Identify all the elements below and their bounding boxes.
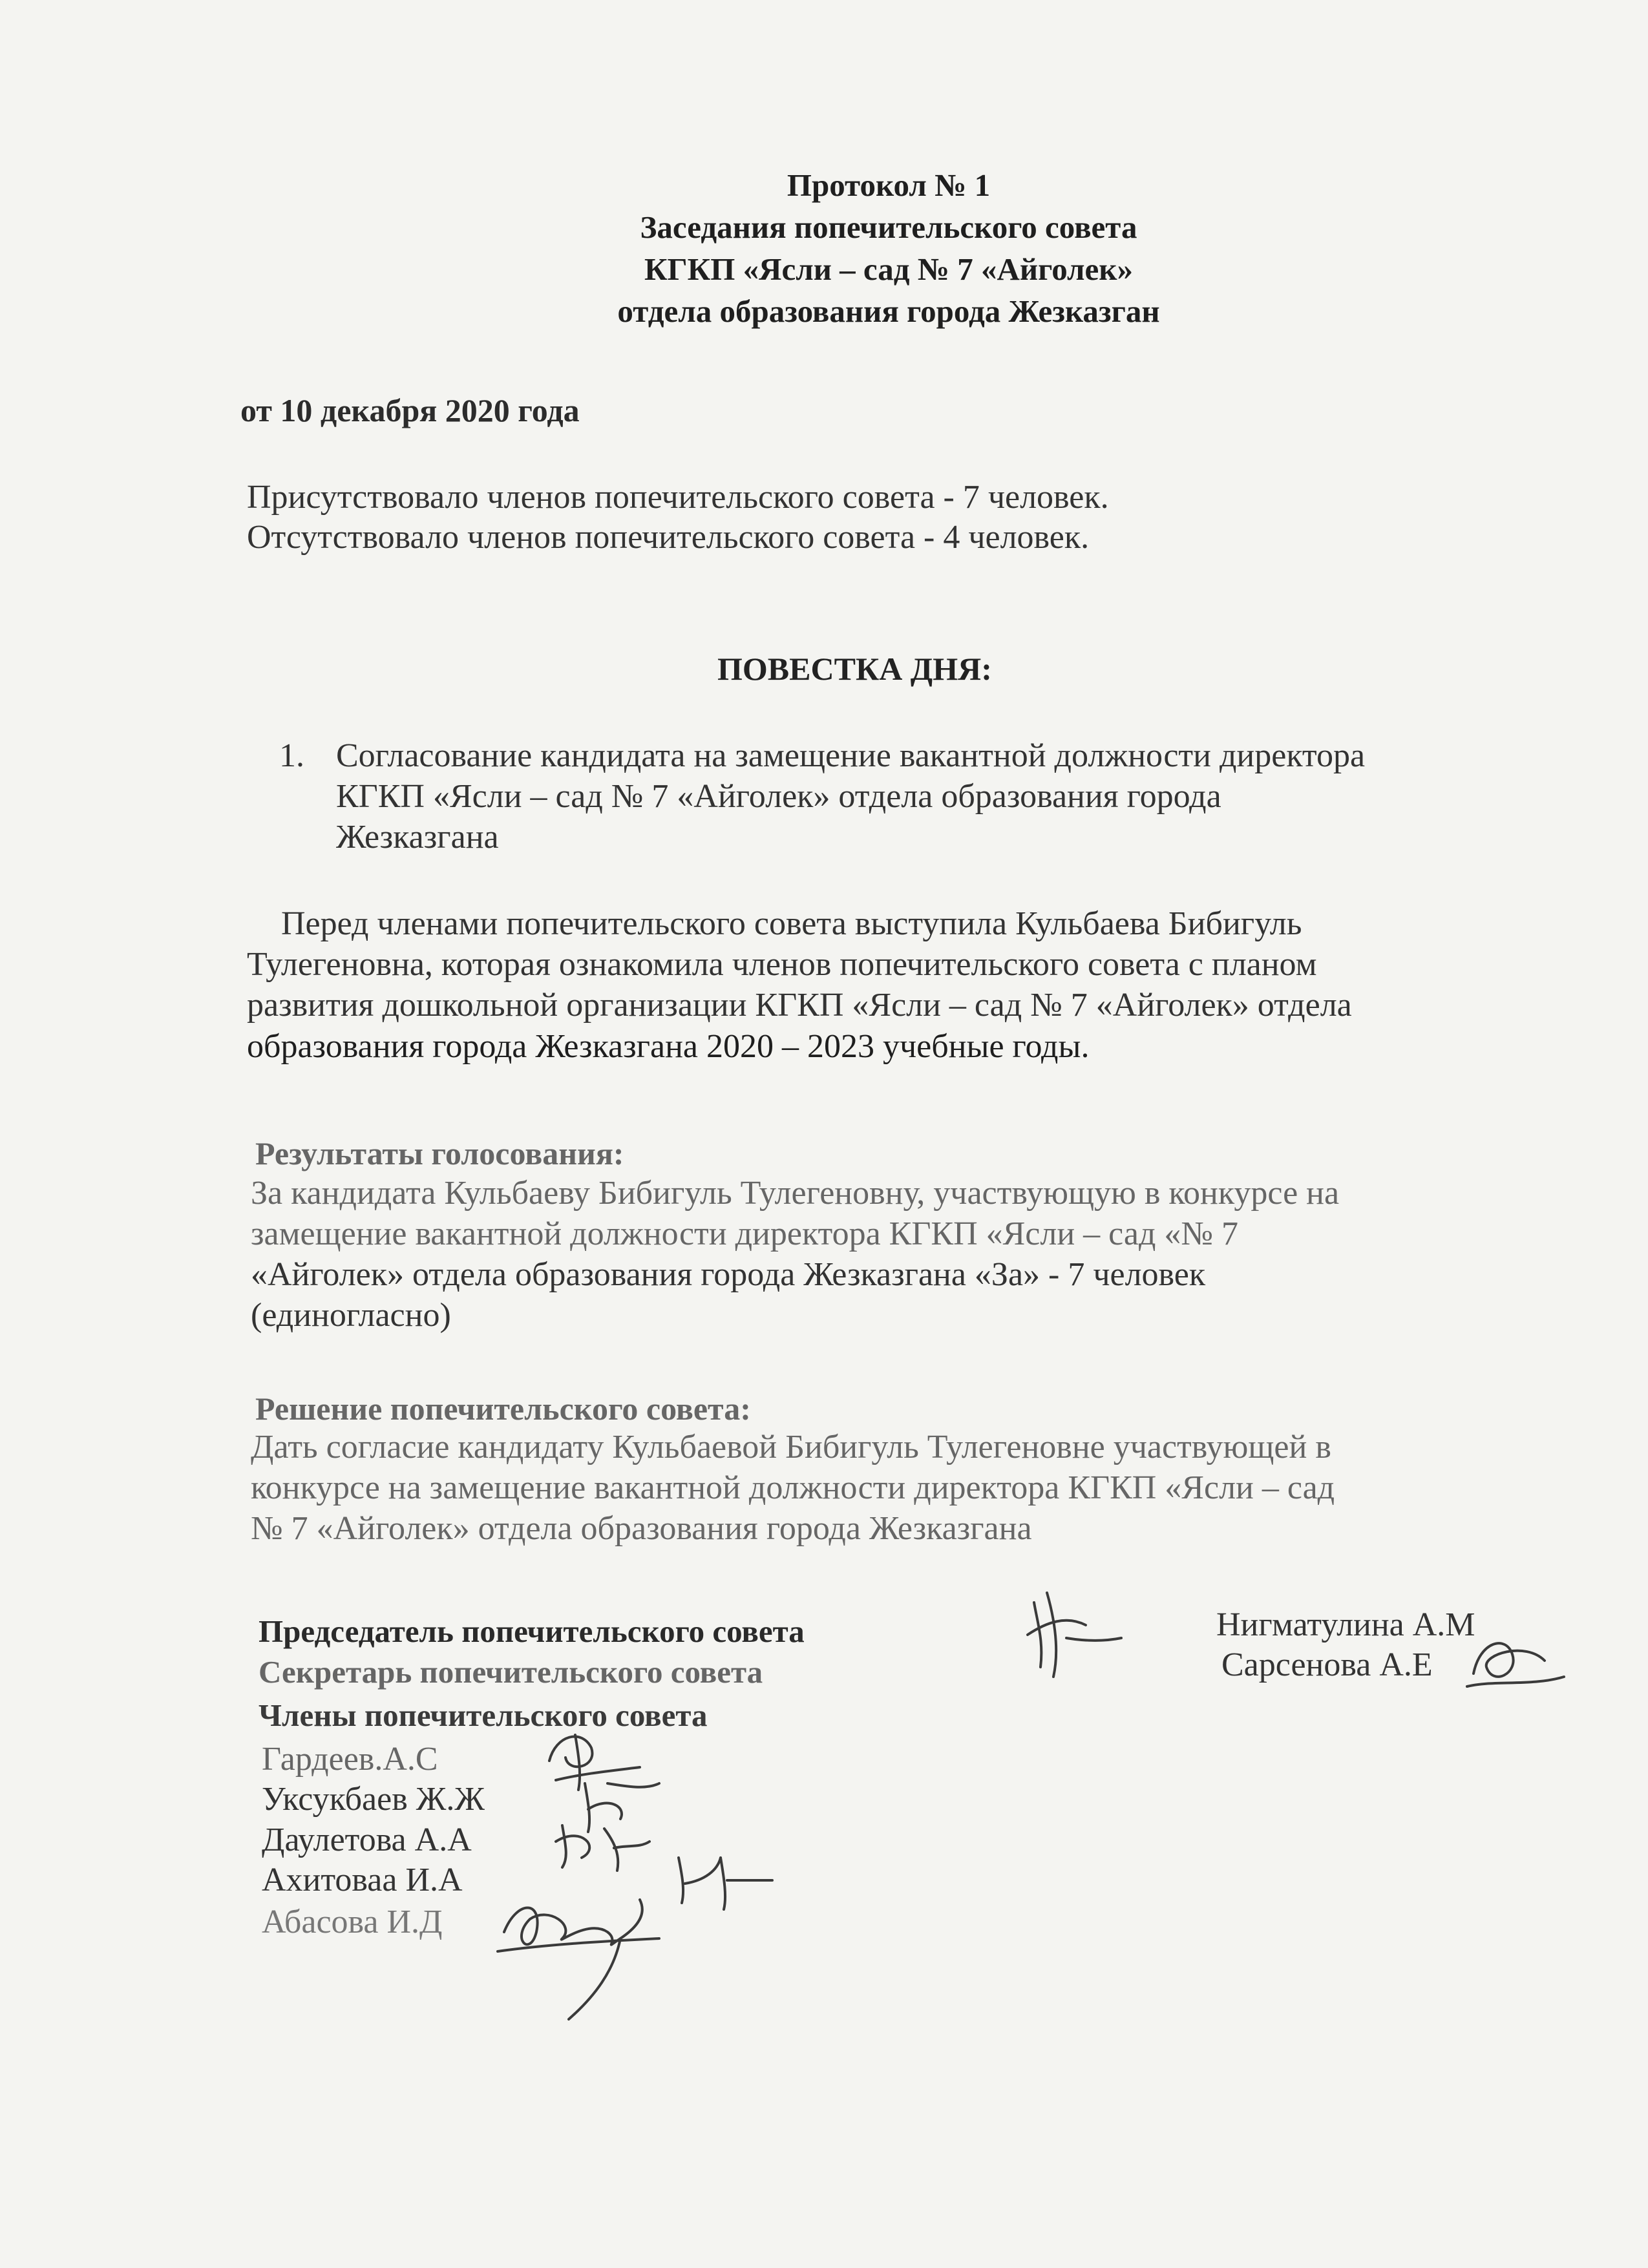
voting-line: «Айголек» отдела образования города Жезказгана «За» - 7 человек — [251, 1256, 1206, 1293]
secretary-name: Сарсенова А.Е — [1221, 1646, 1433, 1683]
members-label: Члены попечительского совета — [259, 1697, 708, 1733]
speech-line: образования города Жезказгана 2020 – 2023 учебные годы. — [247, 1028, 1090, 1065]
secretary-signature — [1454, 1615, 1570, 1706]
meeting-date: от 10 декабря 2020 года — [240, 392, 580, 428]
member-name: Даулетова А.А — [262, 1822, 472, 1858]
decision-heading: Решение попечительского совета: — [255, 1391, 751, 1427]
agenda-item-line: Согласование кандидата на замещение вакантной должности директора — [336, 737, 1366, 774]
speech-line: Тулегеновна, которая ознакомила членов попечительского совета с планом — [247, 946, 1317, 983]
chair-signature — [1008, 1577, 1125, 1680]
member-name: Гардеев.А.С — [262, 1741, 438, 1778]
agenda-item-line: КГКП «Ясли – сад № 7 «Айголек» отдела образования города — [336, 778, 1221, 815]
voting-line: (единогласно) — [251, 1297, 451, 1334]
voting-heading: Результаты голосования: — [255, 1135, 624, 1171]
decision-line: конкурсе на замещение вакантной должности директора КГКП «Ясли – сад — [251, 1469, 1335, 1506]
protocol-subtitle: Заседания попечительского совета — [640, 209, 1137, 245]
chair-label: Председатель попечительского совета — [259, 1613, 805, 1649]
voting-line: За кандидата Кульбаеву Бибигуль Тулегеновну, участвующую в конкурсе на — [251, 1175, 1340, 1212]
member-signature — [491, 1880, 672, 2022]
attendance-absent: Отсутствовало членов попечительского совета - 4 человек. — [247, 519, 1090, 556]
member-signature — [666, 1845, 776, 1916]
member-name: Абасова И.Д — [262, 1904, 443, 1940]
organization-name: КГКП «Ясли – сад № 7 «Айголек» — [644, 251, 1134, 287]
chair-name: Нигматулина А.М — [1216, 1606, 1475, 1643]
member-name: Ахитоваа И.А — [262, 1862, 463, 1898]
voting-line: замещение вакантной должности директора КГКП «Ясли – сад «№ 7 — [251, 1215, 1239, 1252]
decision-line: Дать согласие кандидату Кульбаевой Бибигуль Тулегеновне участвующей в — [251, 1429, 1331, 1465]
department-name: отдела образования города Жезказган — [617, 293, 1160, 329]
secretary-label: Секретарь попечительского совета — [259, 1654, 763, 1690]
agenda-item-number: 1. — [279, 737, 304, 774]
agenda-item-line: Жезказгана — [336, 819, 499, 856]
speech-line: развития дошкольной организации КГКП «Ясли – сад № 7 «Айголек» отдела — [247, 987, 1352, 1024]
decision-line: № 7 «Айголек» отдела образования города Жезказгана — [251, 1510, 1032, 1547]
protocol-number: Протокол № 1 — [787, 167, 991, 203]
member-name: Уксукбаев Ж.Ж — [262, 1781, 485, 1818]
agenda-heading: ПОВЕСТКА ДНЯ: — [717, 651, 992, 687]
speech-line: Перед членами попечительского совета выступила Кульбаева Бибигуль — [281, 905, 1302, 942]
member-signature — [543, 1809, 653, 1874]
attendance-present: Присутствовало членов попечительского совета - 7 человек. — [247, 479, 1109, 516]
